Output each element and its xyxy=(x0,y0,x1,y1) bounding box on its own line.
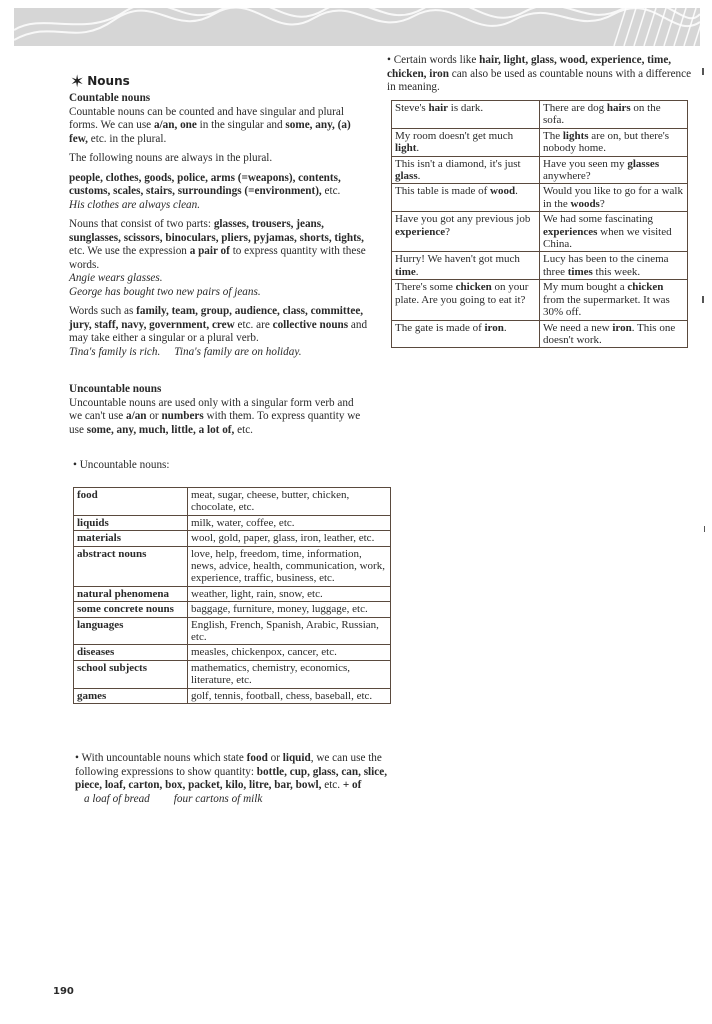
collective-examples: Tina's family is rich. Tina's family are on holiday. xyxy=(69,345,302,358)
dual-meaning-row xyxy=(392,184,688,212)
dual-meaning-row xyxy=(392,212,688,252)
uncountable-examples: love, help, freedom, time, information, news, advice, health, communication, work, experience, traffic, business, etc. xyxy=(188,546,391,586)
uncountable-sentence: Steve's hair is dark. xyxy=(392,101,540,129)
uncountable-category: abstract nouns xyxy=(74,546,188,586)
dual-meaning-row xyxy=(392,101,688,129)
dual-meaning-row xyxy=(392,128,688,156)
uncountable-row xyxy=(74,602,391,617)
always-plural-example: His clothes are always clean. xyxy=(69,198,201,211)
countable-heading: Countable nouns xyxy=(69,92,151,104)
uncountable-category: diseases xyxy=(74,645,188,660)
page-number: 190 xyxy=(53,986,74,997)
uncountable-sentence: There's some chicken on your plate. Are you going to eat it? xyxy=(392,280,540,320)
uncountable-category: food xyxy=(74,488,188,516)
uncountable-row xyxy=(74,488,391,516)
always-plural-list: people, clothes, goods, police, arms (=weapons), contents, customs, scales, stairs, surroundings (=environment), etc. xyxy=(69,171,341,197)
uncountable-row xyxy=(74,531,391,546)
countable-sentence: There are dog hairs on the sofa. xyxy=(540,101,688,129)
uncountable-table xyxy=(73,487,391,704)
uncountable-examples: mathematics, chemistry, economics, literature, etc. xyxy=(188,660,391,688)
countable-sentence: Lucy has been to the cinema three times this week. xyxy=(540,252,688,280)
uncountable-examples: golf, tennis, football, chess, baseball, etc. xyxy=(188,688,391,703)
uncountable-category: liquids xyxy=(74,515,188,530)
uncountable-nouns-section xyxy=(69,383,369,437)
collective-nouns: Words such as family, team, group, audience, class, committee, jury, staff, navy, government, crew etc. are collective nouns and may take either a singular or a plural verb. xyxy=(69,305,368,344)
uncountable-row xyxy=(74,515,391,530)
uncountable-sentence: The gate is made of iron. xyxy=(392,320,540,348)
countable-sentence: Would you like to go for a walk in the woods? xyxy=(540,184,688,212)
uncountable-examples: meat, sugar, cheese, butter, chicken, chocolate, etc. xyxy=(188,488,391,516)
countable-intro: Countable nouns can be counted and have singular and plural forms. We can use a/an, one in the singular and some, any, (a) few, etc. in the plural. xyxy=(69,105,351,145)
uncountable-category: some concrete nouns xyxy=(74,602,188,617)
uncountable-sentence: Have you got any previous job experience? xyxy=(392,212,540,252)
uncountable-category: materials xyxy=(74,531,188,546)
dual-meaning-table xyxy=(391,100,688,348)
margin-mark xyxy=(702,68,704,75)
countable-sentence: Have you seen my glasses anywhere? xyxy=(540,156,688,184)
uncountable-sentence: Hurry! We haven't got much time. xyxy=(392,252,540,280)
section-title xyxy=(70,72,130,92)
countable-nouns-section xyxy=(69,92,369,359)
uncountable-examples: wool, gold, paper, glass, iron, leather, etc. xyxy=(188,531,391,546)
uncountable-sentence: This isn't a diamond, it's just glass. xyxy=(392,156,540,184)
countable-sentence: The lights are on, but there's nobody home. xyxy=(540,128,688,156)
quantity-examples: a loaf of bread four cartons of milk xyxy=(84,792,263,805)
dual-meaning-row xyxy=(392,252,688,280)
uncountable-examples: English, French, Spanish, Arabic, Russian, etc. xyxy=(188,617,391,645)
two-part-nouns: Nouns that consist of two parts: glasses, trousers, jeans, sunglasses, scissors, binoculars, pliers, pyjamas, shorts, tights, etc. We use the expression a pair of to express quantity with these words. xyxy=(69,218,366,271)
always-plural-intro: The following nouns are always in the plural. xyxy=(69,152,273,164)
star-icon: ✶ xyxy=(70,72,85,92)
uncountable-row xyxy=(74,617,391,645)
countable-sentence: We need a new iron. This one doesn't work. xyxy=(540,320,688,348)
uncountable-examples: milk, water, coffee, etc. xyxy=(188,515,391,530)
uncountable-heading: Uncountable nouns xyxy=(69,383,162,395)
two-part-example-1: Angie wears glasses. xyxy=(69,272,163,284)
dual-meaning-row xyxy=(392,320,688,348)
uncountable-list-label-text: • Uncountable nouns: xyxy=(73,459,170,471)
quantity-text: • With uncountable nouns which state food or liquid, we can use the following expressions to show quantity: bottle, cup, glass, can, slice, piece, loaf, carton, box, packet, kilo, litre, bar, bowl, etc. + of xyxy=(75,752,388,791)
dual-meaning-row xyxy=(392,156,688,184)
uncountable-category: school subjects xyxy=(74,660,188,688)
countable-sentence: My mum bought a chicken from the supermarket. It was 30% off. xyxy=(540,280,688,320)
uncountable-category: games xyxy=(74,688,188,703)
uncountable-category: languages xyxy=(74,617,188,645)
uncountable-examples: weather, light, rain, snow, etc. xyxy=(188,586,391,601)
uncountable-examples: measles, chickenpox, cancer, etc. xyxy=(188,645,391,660)
uncountable-list-label xyxy=(73,459,373,473)
uncountable-sentence: My room doesn't get much light. xyxy=(392,128,540,156)
two-part-example-2: George has bought two new pairs of jeans. xyxy=(69,285,261,298)
uncountable-row xyxy=(74,586,391,601)
quantity-expressions xyxy=(75,752,393,806)
margin-mark xyxy=(702,296,704,303)
dual-intro-text: • Certain words like hair, light, glass, wood, experience, time, chicken, iron can also be used as countable nouns with a difference in meaning. xyxy=(387,54,692,93)
header-banner xyxy=(14,8,700,46)
uncountable-intro: Uncountable nouns are used only with a singular form verb and we can't use a/an or numbers with them. To express quantity we use some, any, much, little, a lot of, etc. xyxy=(69,396,361,436)
uncountable-sentence: This table is made of wood. xyxy=(392,184,540,212)
uncountable-category: natural phenomena xyxy=(74,586,188,601)
wave-pattern xyxy=(14,8,700,46)
uncountable-row xyxy=(74,660,391,688)
uncountable-examples: baggage, furniture, money, luggage, etc. xyxy=(188,602,391,617)
uncountable-row xyxy=(74,688,391,703)
dual-meaning-intro xyxy=(387,54,692,95)
dual-meaning-row xyxy=(392,280,688,320)
section-title-text: Nouns xyxy=(87,74,130,88)
margin-mark xyxy=(704,526,705,532)
uncountable-row xyxy=(74,546,391,586)
uncountable-row xyxy=(74,645,391,660)
countable-sentence: We had some fascinating experiences when we visited China. xyxy=(540,212,688,252)
